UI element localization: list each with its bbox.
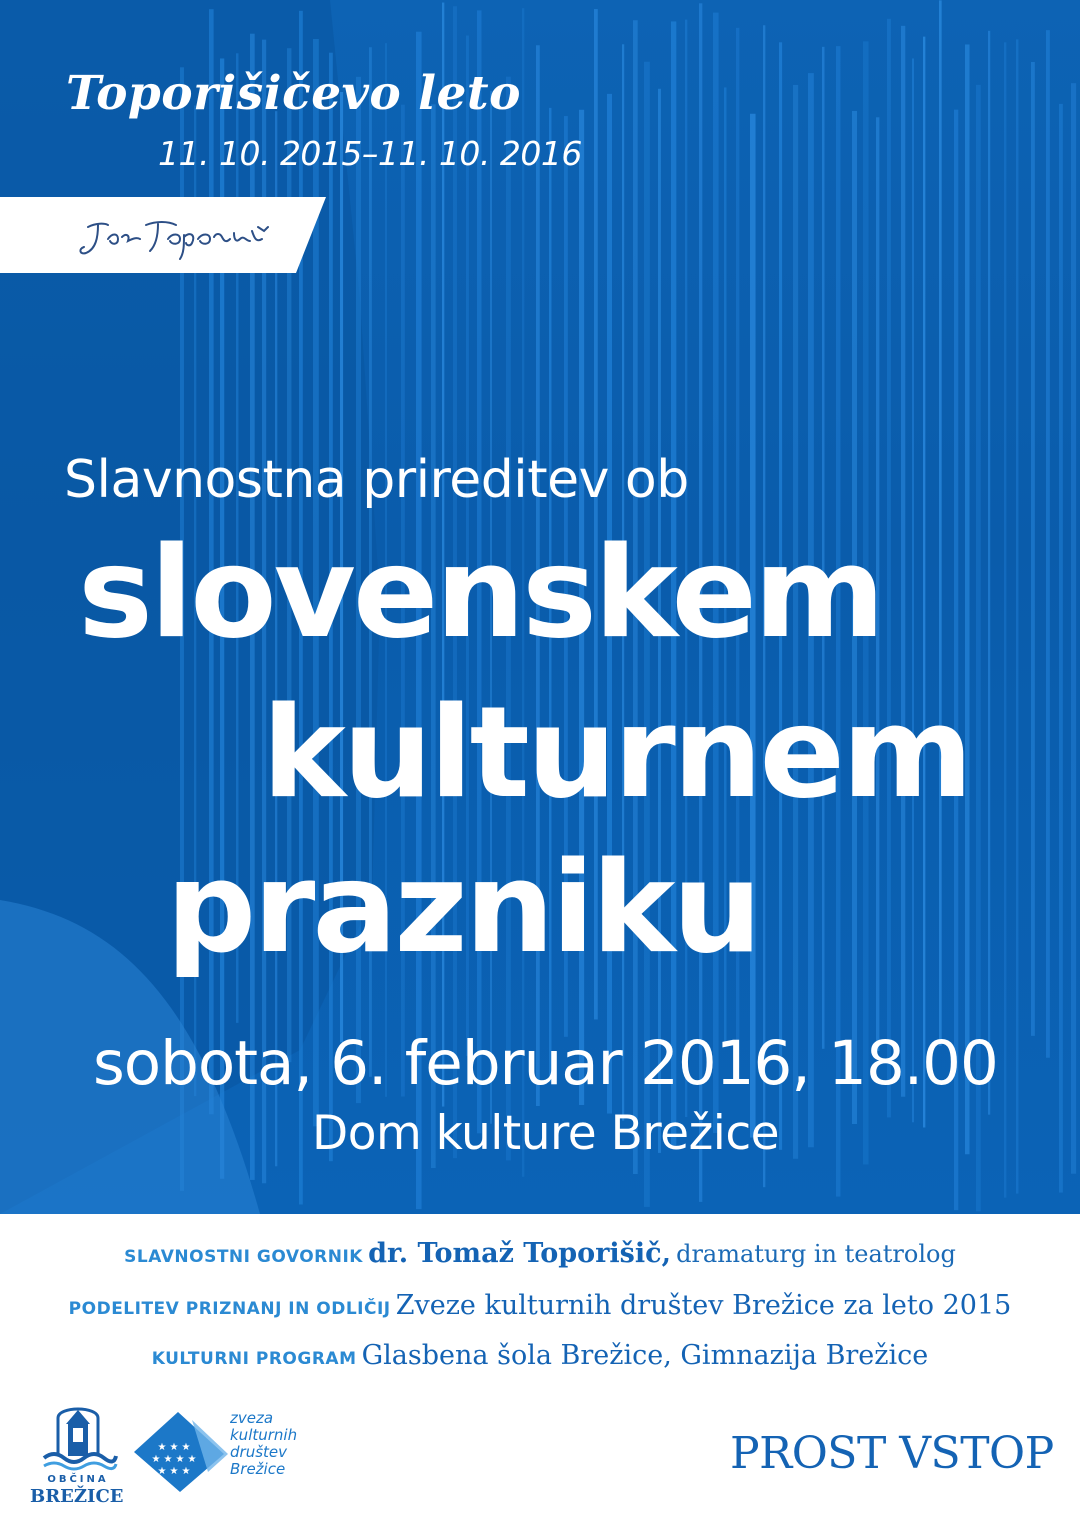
- zkd-logo-text: [230, 1410, 320, 1478]
- program-label: PODELITEV PRIZNANJ IN ODLIČIJ: [68, 1299, 391, 1319]
- svg-text:★: ★: [151, 1454, 161, 1465]
- free-admission-label: PROST VSTOP: [730, 1428, 1054, 1479]
- program-row-awards: [0, 1290, 1080, 1321]
- obcina-label: OBČINA: [47, 1474, 109, 1485]
- program-row-culture: [0, 1340, 1080, 1371]
- signature-band: [0, 197, 330, 273]
- series-dates: 11. 10. 2015–11. 10. 2016: [158, 134, 582, 173]
- svg-text:★: ★: [157, 1466, 167, 1477]
- svg-text:★: ★: [187, 1454, 197, 1465]
- series-title: Toporišičevo leto: [66, 66, 521, 121]
- zkd-line: društev: [230, 1443, 287, 1461]
- zkd-line: zveza: [230, 1409, 274, 1427]
- svg-text:★: ★: [181, 1466, 191, 1477]
- headline-line-2: kulturnem: [262, 679, 971, 826]
- svg-text:★: ★: [157, 1442, 167, 1453]
- headline-line-1: slovenskem: [78, 519, 883, 666]
- star-diamond-icon: [130, 1410, 230, 1494]
- svg-text:★: ★: [175, 1454, 185, 1465]
- program-value: dr. Tomaž Toporišič,: [368, 1238, 671, 1269]
- program-row-speaker: [0, 1238, 1080, 1269]
- svg-text:★: ★: [169, 1466, 179, 1477]
- svg-text:★: ★: [169, 1442, 179, 1453]
- svg-text:★: ★: [181, 1442, 191, 1453]
- program-label: SLAVNOSTNI GOVORNIK: [124, 1247, 363, 1267]
- program-value: Glasbena šola Brežice, Gimnazija Brežice: [361, 1340, 929, 1371]
- svg-text:★: ★: [163, 1454, 173, 1465]
- event-venue: Dom kulture Brežice: [312, 1106, 780, 1161]
- obcina-name: BREŽICE: [30, 1486, 124, 1507]
- program-value: Zveze kulturnih društev Brežice za leto 2015: [395, 1290, 1012, 1321]
- program-label: KULTURNI PROGRAM: [151, 1349, 357, 1369]
- zkd-line: Brežice: [230, 1460, 286, 1478]
- program-note: dramaturg in teatrolog: [676, 1240, 956, 1268]
- event-intro: Slavnostna prireditev ob: [64, 450, 689, 510]
- event-date-time: sobota, 6. februar 2016, 18.00: [93, 1028, 998, 1099]
- headline-line-3: prazniku: [166, 834, 760, 981]
- zkd-line: kulturnih: [230, 1426, 298, 1444]
